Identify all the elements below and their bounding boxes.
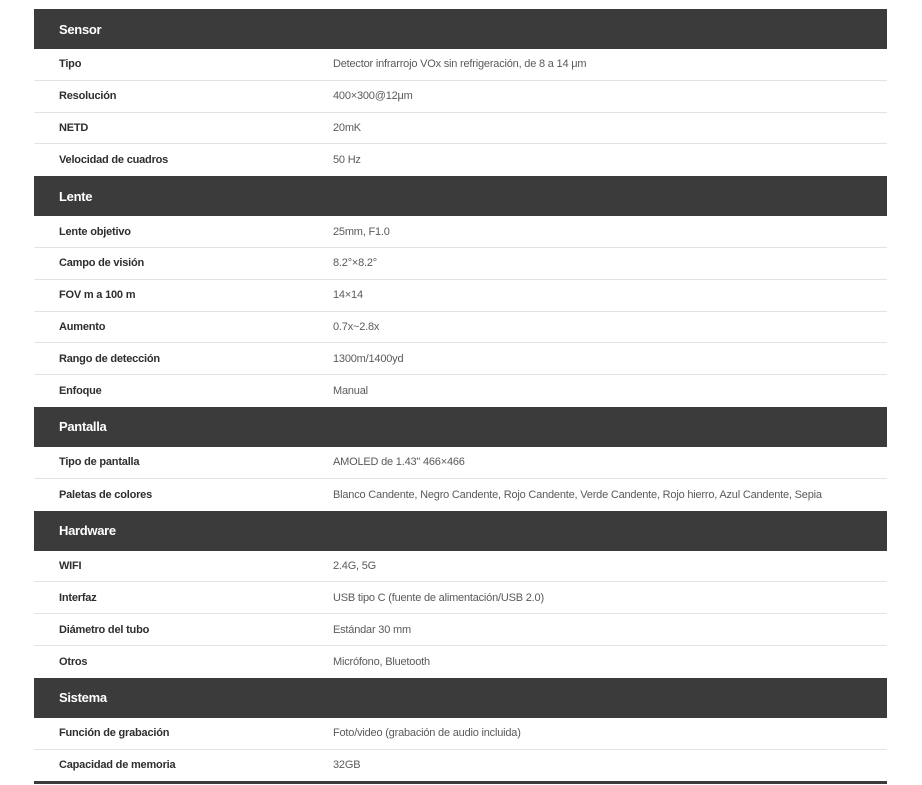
spec-value: 1300m/1400yd [333,352,404,365]
table-row [34,343,887,375]
spec-value: 400×300@12μm [333,90,413,103]
table-row [34,551,887,583]
spec-label: Diámetro del tubo [59,623,150,636]
spec-label: Aumento [59,320,106,333]
table-row [34,312,887,344]
section-header-sistema: Sistema [34,678,887,718]
section-header-hardware: Hardware [34,511,887,551]
spec-value: Blanco Candente, Negro Candente, Rojo Candente, Verde Candente, Rojo hierro, Azul Candente, Sepia [333,488,822,501]
spec-label: Interfaz [59,591,97,604]
section-header-pantalla: Pantalla [34,407,887,447]
table-row [34,49,887,81]
table-row [34,614,887,646]
spec-label: Rango de detección [59,352,160,365]
table-row [34,113,887,145]
spec-value: Foto/video (grabación de audio incluida) [333,727,521,740]
spec-value: 20mK [333,121,361,134]
table-row [34,718,887,750]
spec-table [34,9,887,784]
spec-value: Micrófono, Bluetooth [333,655,430,668]
spec-value: Manual [333,385,368,398]
spec-value: AMOLED de 1.43" 466×466 [333,456,465,469]
table-row [34,582,887,614]
table-row [34,280,887,312]
section-header-lente: Lente [34,176,887,216]
section-header-sensor: Sensor [34,9,887,49]
table-row [34,646,887,678]
spec-value: 14×14 [333,289,363,302]
spec-label: Velocidad de cuadros [59,154,169,167]
spec-label: Campo de visión [59,257,145,270]
table-row [34,447,887,479]
spec-label: NETD [59,121,89,134]
spec-value: 0.7x~2.8x [333,320,380,333]
spec-value: 8.2°×8.2° [333,257,378,270]
spec-label: FOV m a 100 m [59,289,136,302]
spec-label: Tipo [59,58,82,71]
table-row [34,750,887,782]
table-row [34,248,887,280]
spec-label: Tipo de pantalla [59,456,140,469]
spec-value: Detector infrarrojo VOx sin refrigeración, de 8 a 14 μm [333,58,587,71]
table-row [34,81,887,113]
table-row [34,479,887,511]
table-row [34,375,887,407]
spec-label: Resolución [59,90,117,103]
table-row [34,144,887,176]
spec-label: Otros [59,655,88,668]
spec-label: Capacidad de memoria [59,759,176,772]
spec-label: WIFI [59,559,82,572]
spec-value: Estándar 30 mm [333,623,411,636]
spec-value: 50 Hz [333,154,361,167]
spec-value: USB tipo C (fuente de alimentación/USB 2.0) [333,591,544,604]
spec-label: Paletas de colores [59,488,153,501]
spec-value: 32GB [333,759,361,772]
spec-label: Función de grabación [59,727,170,740]
spec-value: 2.4G, 5G [333,559,377,572]
spec-value: 25mm, F1.0 [333,225,390,238]
table-row [34,216,887,248]
spec-label: Lente objetivo [59,225,131,238]
spec-label: Enfoque [59,385,102,398]
